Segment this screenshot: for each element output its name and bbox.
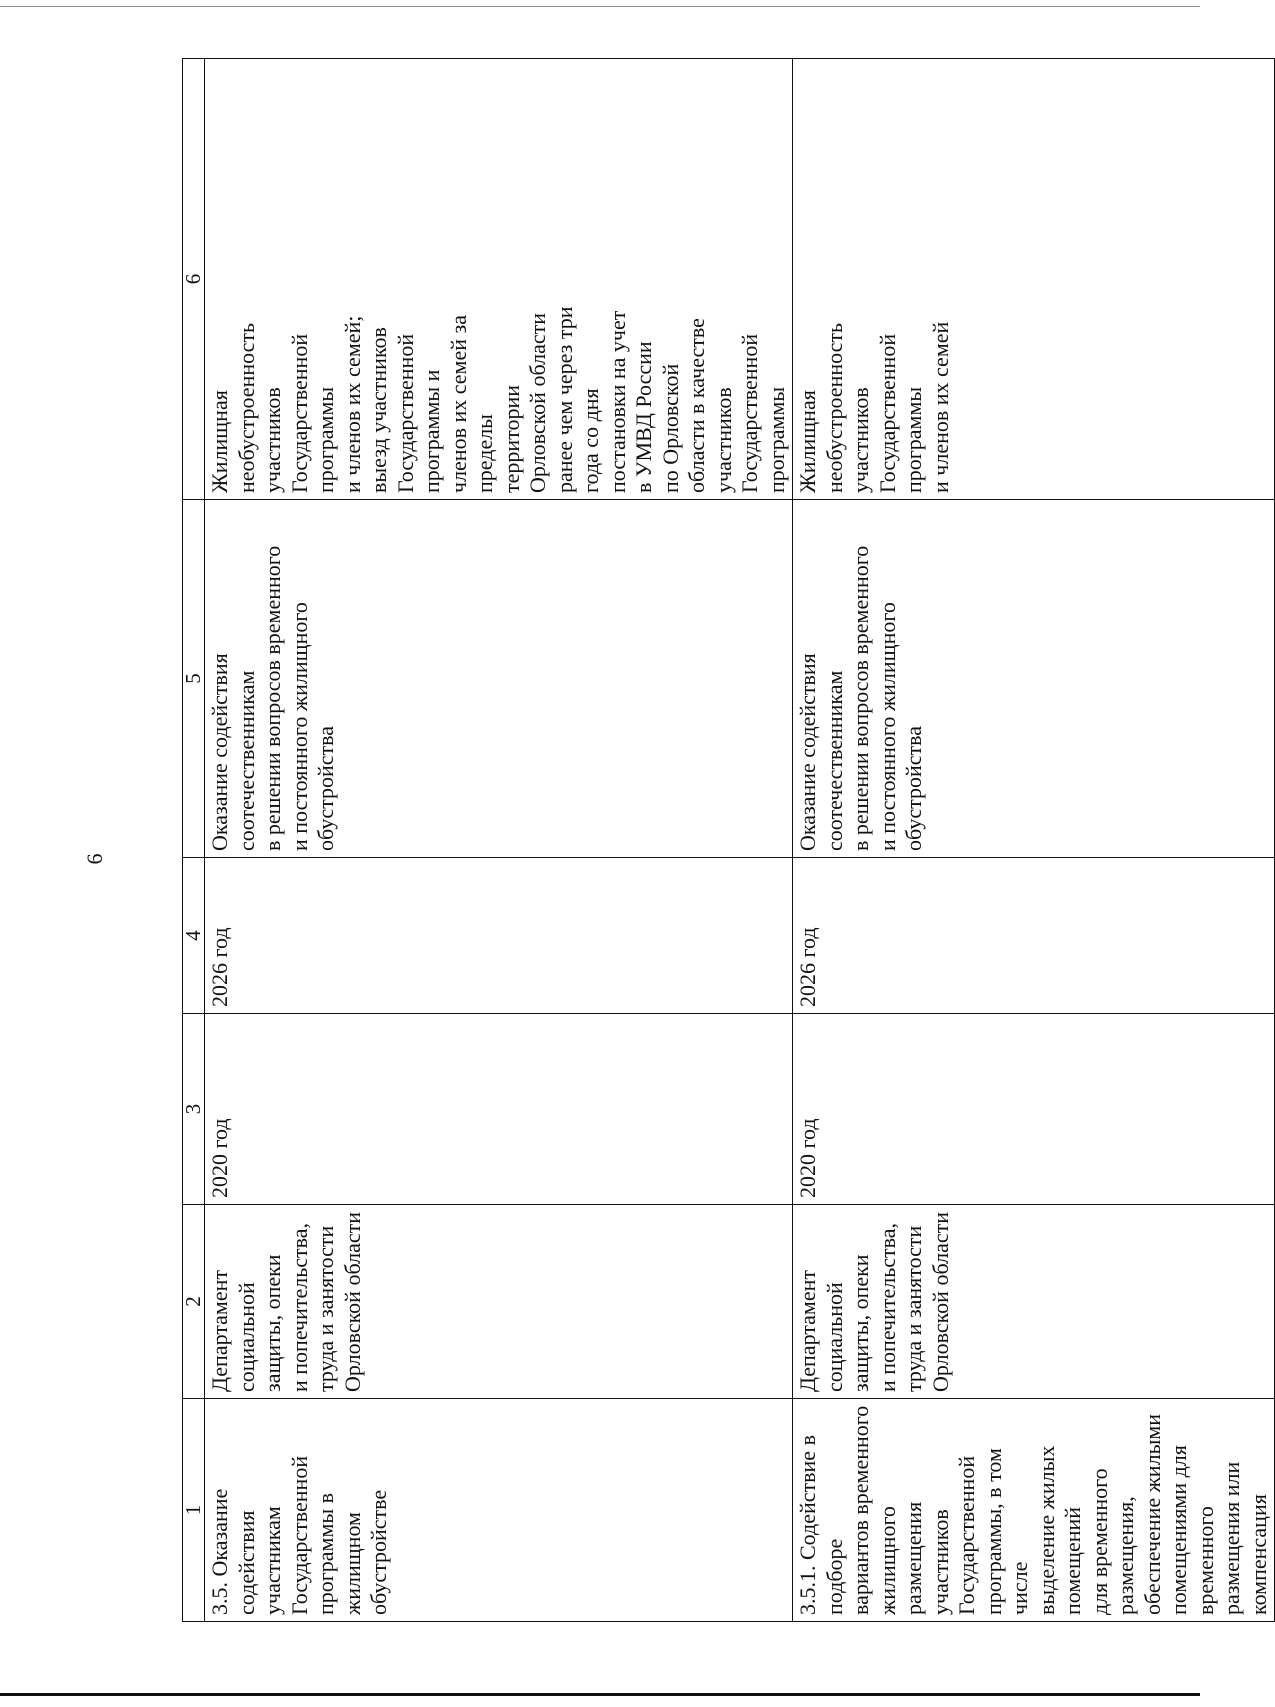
start-year-text: 2020 год: [795, 1118, 820, 1198]
executor-text: Департамент социальной защиты, опеки и попечительства, труда и занятости Орловской области: [207, 1212, 365, 1392]
end-year-cell: [205, 858, 793, 1014]
end-year-text: 2026 год: [795, 927, 820, 1007]
measure-text: 3.5.1. Содействие в подборе вариантов временного жилищного размещения участников Государственной программы, в том числе выделение жилых помещений для временного размещения, обеспечение жилыми помещениями для временного размещения или компенсация: [795, 1405, 1271, 1615]
consequences-cell: [205, 59, 793, 500]
header-col-2: 2: [183, 1205, 205, 1399]
measure-cell: [205, 1399, 793, 1622]
header-col-5: 5: [183, 500, 205, 858]
measure-cell: [793, 1399, 1275, 1622]
start-year-text: 2020 год: [207, 1118, 232, 1198]
page-number: 6: [82, 853, 107, 865]
program-measures-table: [182, 58, 1275, 1622]
consequences-cell: [793, 59, 1275, 500]
start-year-cell: [205, 1014, 793, 1205]
result-cell: [205, 500, 793, 858]
result-cell: [793, 500, 1275, 858]
executor-cell: [793, 1205, 1275, 1399]
executor-text: Департамент социальной защиты, опеки и попечительства, труда и занятости Орловской области: [795, 1212, 953, 1392]
header-col-3: 3: [183, 1014, 205, 1205]
consequences-text: Жилищная необустроенность участников Государственной программы и членов их семей: [795, 321, 953, 493]
bottom-border-line: [0, 1693, 1200, 1696]
table-row: [793, 59, 1275, 1622]
table-row: [205, 59, 793, 1622]
end-year-cell: [793, 858, 1275, 1014]
table-header-row: [183, 59, 205, 1622]
header-col-4: 4: [183, 858, 205, 1014]
executor-cell: [205, 1205, 793, 1399]
header-col-1: 1: [183, 1399, 205, 1622]
header-col-6: 6: [183, 59, 205, 500]
top-border-line: [0, 6, 1200, 7]
start-year-cell: [793, 1014, 1275, 1205]
consequences-text: Жилищная необустроенность участников Государственной программы и членов их семей; выезд участников Государственной программы и членов их семей за пределы территории Орловской области ранее чем через три года со дня постановки на учет в УМВД России по Орловской области в качестве участников Государственной программы: [207, 306, 789, 493]
end-year-text: 2026 год: [207, 927, 232, 1007]
measure-text: 3.5. Оказание содействия участникам Государственной программы в жилищном обустройстве: [207, 1455, 391, 1615]
result-text: Оказание содействия соотечественникам в решении вопросов временного и постоянного жилищного обустройства: [795, 545, 926, 851]
rotated-table-container: [181, 65, 1271, 1622]
result-text: Оказание содействия соотечественникам в решении вопросов временного и постоянного жилищного обустройства: [207, 545, 338, 851]
